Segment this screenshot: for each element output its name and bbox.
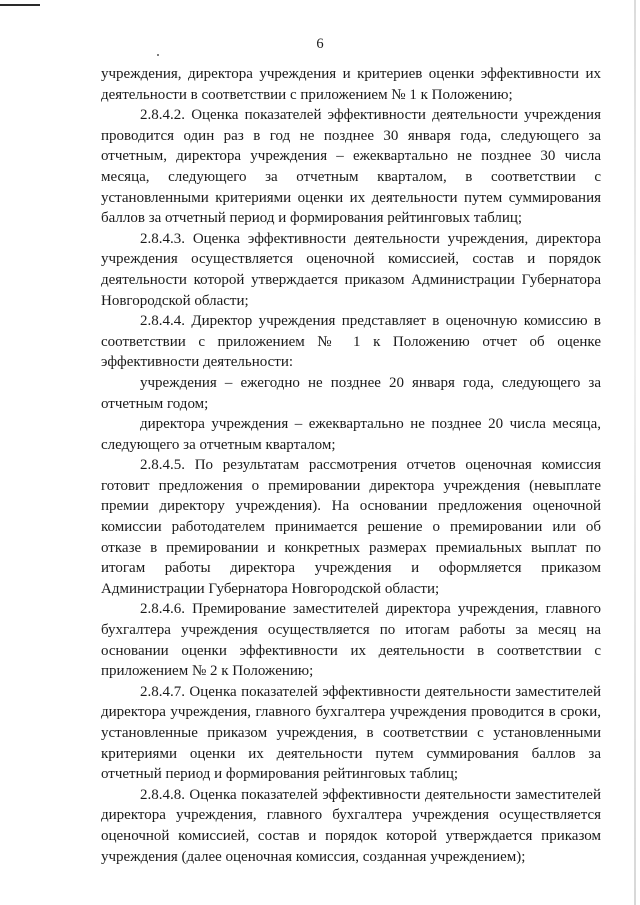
scan-edge-mark bbox=[0, 4, 40, 6]
document-body bbox=[101, 64, 601, 867]
paragraph-2-8-4-5: 2.8.4.5. По результатам рассмотрения отчетов оценочная комиссия готовит предложения о премировании директора учреждения (невыплате премии директору учреждения). На основании предложения оценочной комиссии работодателем принимается решение о премировании или об отказе в премировании и конкретных размерах премиальных выплат по итогам работы директора учреждения и оформляется приказом Администрации Губернатора Новгородской области; bbox=[101, 457, 601, 597]
page-number: 6 bbox=[316, 36, 324, 52]
scan-speck bbox=[157, 54, 159, 56]
paragraph-2-8-4-2: 2.8.4.2. Оценка показателей эффективности деятельности учреждения проводится один раз в год не позднее 30 января года, следующего за отчетным, директора учреждения – ежеквартально не позднее 30 числа месяца, следующего за отчетным кварталом, в соответствии с установленными критериями оценки их деятельности путем суммирования баллов за отчетный период и формирования рейтинговых таблиц; bbox=[101, 107, 601, 227]
scan-right-edge bbox=[634, 0, 636, 905]
paragraph-continuation: учреждения, директора учреждения и критериев оценки эффективности их деятельности в соответствии с приложением № 1 к Положению; bbox=[101, 66, 601, 103]
paragraph-2-8-4-8: 2.8.4.8. Оценка показателей эффективности деятельности заместителей директора учреждения, главного бухгалтера учреждения осуществляется оценочной комиссией, состав и порядок которой утверждается приказом учреждения (далее оценочная комиссия, созданная учреждением); bbox=[101, 786, 601, 865]
paragraph-2-8-4-3: 2.8.4.3. Оценка эффективности деятельности учреждения, директора учреждения осуществляется оценочной комиссией, состав и порядок деятельности которой утверждается приказом Администрации Губернатора Новгородской области; bbox=[101, 230, 601, 309]
paragraph-institution-report: учреждения – ежегодно не позднее 20 января года, следующего за отчетным годом; bbox=[101, 374, 601, 412]
paragraph-director-report: директора учреждения – ежеквартально не позднее 20 числа месяца, следующего за отчетным кварталом; bbox=[101, 416, 601, 453]
paragraph-2-8-4-4: 2.8.4.4. Директор учреждения представляет в оценочную комиссию в соответствии с приложением № 1 к Положению отчет об оценке эффективности деятельности: bbox=[101, 313, 601, 371]
paragraph-2-8-4-6: 2.8.4.6. Премирование заместителей директора учреждения, главного бухгалтера учреждения осуществляется по итогам работы за месяц на основании оценки эффективности их деятельности в соответствии с приложением № 2 к Положению; bbox=[101, 601, 601, 680]
paragraph-2-8-4-7: 2.8.4.7. Оценка показателей эффективности деятельности заместителей директора учреждения, главного бухгалтера учреждения проводится в сроки, установленные приказом учреждения, в соответствии с установленными критериями оценки их деятельности путем суммирования баллов за отчетный период и формирования рейтинговых таблиц; bbox=[101, 683, 601, 783]
